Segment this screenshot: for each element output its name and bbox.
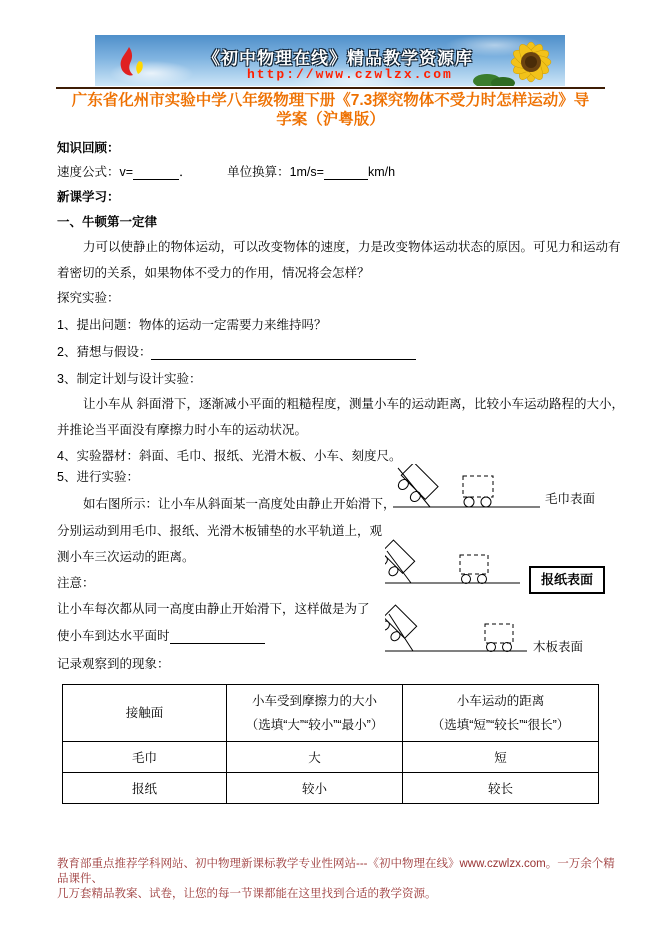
law-paragraph-line2: 着密切的关系，如果物体不受力的作用，情况将会怎样？ [57, 266, 370, 280]
site-banner [95, 35, 565, 86]
note-heading: 注意： [57, 576, 95, 590]
law-paragraph-line1: 力可以使静止的物体运动，可以改变物体的速度，力是改变物体运动状态的原因。可见力和运动有 [83, 240, 621, 254]
speed-formula-label: 速度公式：v= [57, 165, 134, 179]
cell-surface: 毛巾 [63, 742, 227, 773]
note-blank [170, 630, 265, 644]
unit-conversion-suffix: km/h [367, 165, 396, 179]
cell-surface: 报纸 [63, 773, 227, 804]
new-lesson-heading: 新课学习： [57, 190, 120, 204]
cell-distance: 短 [403, 742, 599, 773]
note-line2 [57, 629, 265, 644]
table-header-friction: 小车受到摩擦力的大小 （选填“大”“较小”“最小”） [227, 685, 403, 742]
page-title-line1: 广东省化州市实验中学八年级物理下册《7.3探究物体不受力时怎样运动》导 [71, 92, 590, 109]
step2-label: 2、猜想与假设： [57, 345, 152, 359]
experiment-line3: 测小车三次运动的距离。 [57, 550, 195, 564]
site-logo-icon [115, 47, 163, 77]
cart-ghost-icon [463, 476, 493, 497]
diagram-newspaper-label: 报纸表面 [529, 566, 605, 594]
speed-formula-blank [133, 166, 179, 180]
unit-conversion-label: 单位换算：1m/s= [227, 165, 324, 179]
law-heading: 一、牛顿第一定律 [57, 215, 158, 229]
explore-heading: 探究实验： [57, 291, 120, 305]
note-line2-label: 使小车到达水平面时 [57, 629, 170, 643]
page-title-line2: 学案（沪粤版） [276, 111, 385, 128]
cart-on-slope-icon [385, 605, 417, 645]
diagram-towel [388, 464, 548, 514]
table-header-surface: 接触面 [63, 685, 227, 742]
table-row [63, 773, 599, 804]
plan-line1: 让小车从 斜面滑下，逐渐减小平面的粗糙程度，测量小车的运动距离，比较小车运动路程的大小， [83, 397, 624, 411]
cart-on-slope-icon [385, 540, 415, 580]
page-title [40, 91, 621, 129]
hypothesis-blank [151, 346, 416, 360]
experiment-line1: 如右图所示：让小车从斜面某一高度处由静止开始滑下， [83, 497, 396, 511]
cell-friction: 大 [227, 742, 403, 773]
unit-conversion-blank [324, 166, 368, 180]
step4-materials: 4、实验器材：斜面、毛巾、报纸、光滑木板、小车、刻度尺。 [57, 449, 402, 463]
review-heading: 知识回顾： [57, 141, 120, 155]
table-header-distance: 小车运动的距离 （选填“短”“较长”“很长”） [403, 685, 599, 742]
note-line1: 让小车每次都从同一高度由静止开始滑下，这样做是为了 [57, 602, 370, 616]
record-heading: 记录观察到的现象： [57, 657, 170, 671]
step2-line [57, 345, 416, 360]
footer-line1: 教育部重点推荐学科网站、初中物理新课标教学专业性网站---《初中物理在线》www.czwlzx.com。一万余个精品课件、 [57, 858, 615, 885]
cart-ghost-icon [485, 624, 513, 643]
step1-question: 1、提出问题：物体的运动一定需要力来维持吗？ [57, 318, 327, 332]
diagram-board [385, 600, 535, 655]
step5-heading: 5、进行实验： [57, 470, 139, 484]
observation-table [62, 684, 599, 804]
banner-site-name: 《初中物理在线》精品教学资源库 [203, 49, 473, 68]
table-row [63, 742, 599, 773]
cell-friction: 较小 [227, 773, 403, 804]
sunflower-icon [473, 35, 565, 86]
page-footer [57, 857, 617, 902]
footer-line2: 几万套精品教案、试卷，让您的每一节课都能在这里找到合适的教学资源。 [57, 888, 437, 900]
diagram-newspaper [385, 535, 525, 588]
plan-line2: 并推论当平面没有摩擦力时小车的运动状况。 [57, 423, 308, 437]
cart-ghost-icon [460, 555, 488, 574]
formula-line [57, 165, 395, 180]
diagram-board-label: 木板表面 [533, 640, 584, 654]
step3-heading: 3、制定计划与设计实验： [57, 372, 202, 386]
banner-site-url: http://www.czwlzx.com [247, 67, 453, 82]
experiment-line2: 分别运动到用毛巾、报纸、光滑木板铺垫的水平轨道上，观 [57, 524, 383, 538]
diagram-towel-label: 毛巾表面 [545, 492, 596, 506]
banner-divider [56, 87, 605, 89]
speed-formula-period: ． [179, 165, 192, 179]
cell-distance: 较长 [403, 773, 599, 804]
